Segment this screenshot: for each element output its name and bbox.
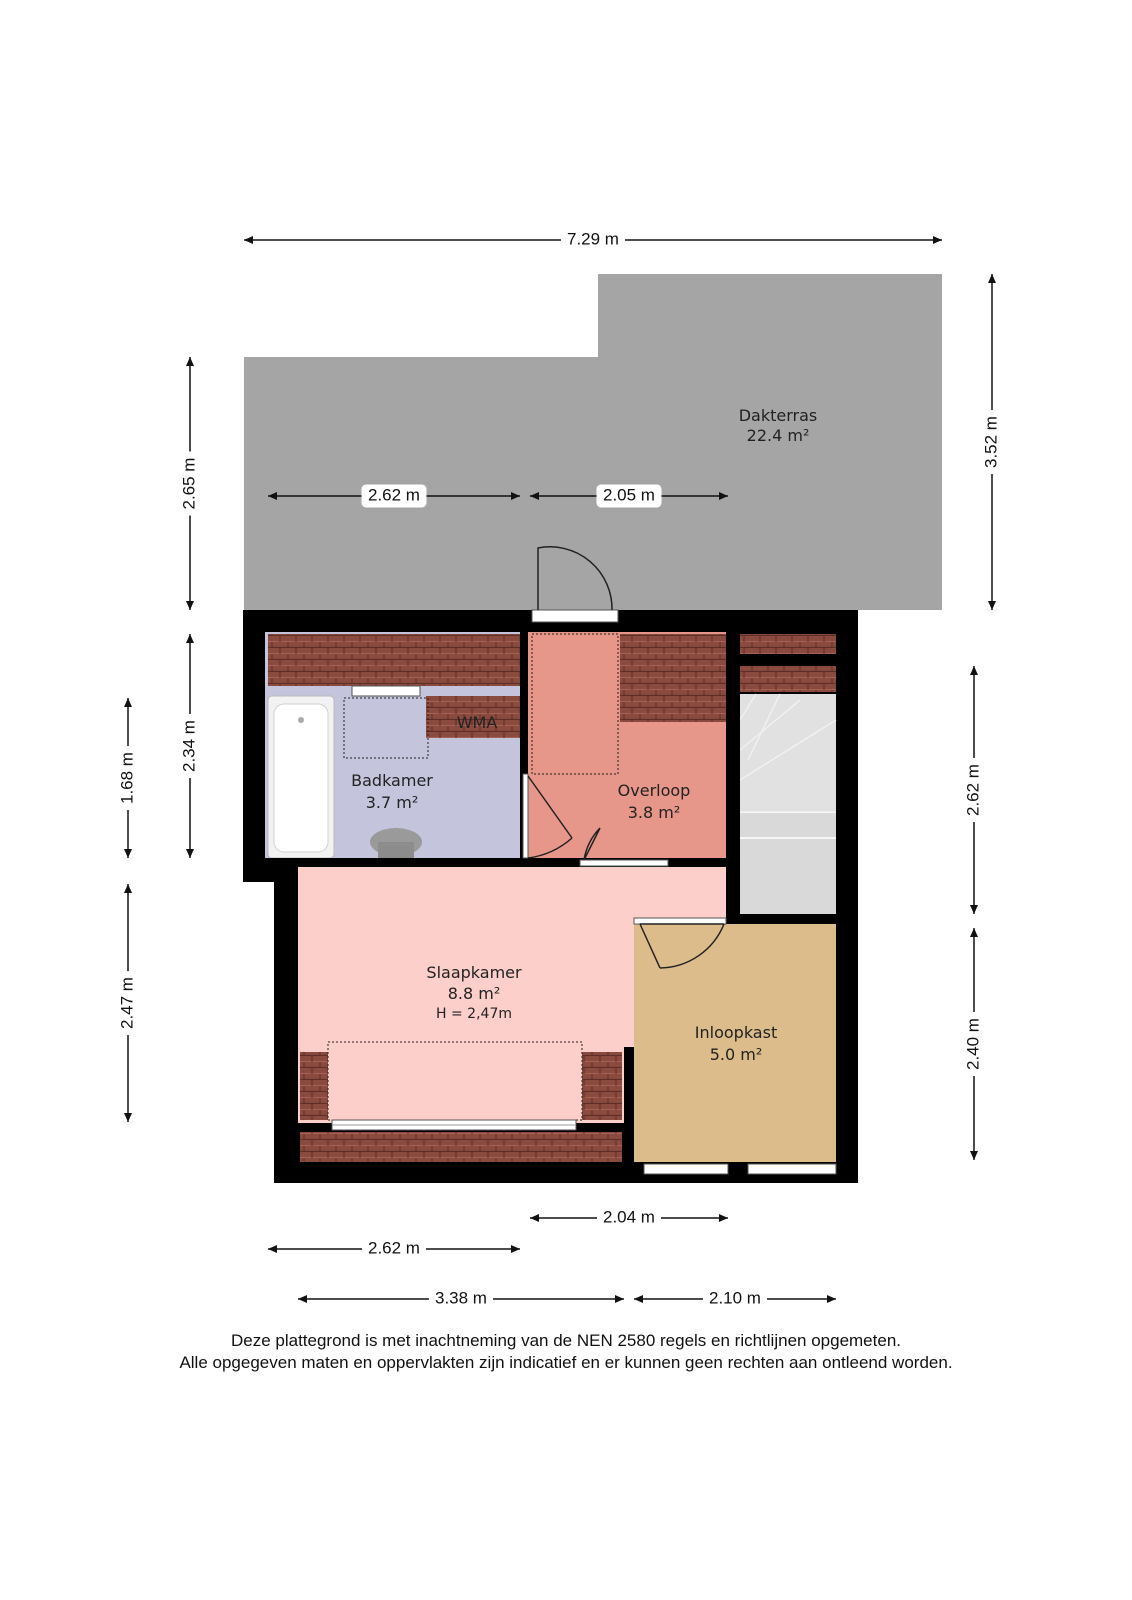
terrace-door <box>532 610 618 622</box>
dimension-label-left-upper-inner <box>179 714 201 778</box>
kast-window-left <box>644 1164 728 1174</box>
roof-tiles-overloop <box>620 634 726 722</box>
inloopkast-area-label: 5.0 m² <box>709 1045 763 1064</box>
disclaimer-line-2: Alle opgegeven maten en oppervlakten zijn indicatief en er kunnen geen rechten aan ontleend worden. <box>179 1353 953 1372</box>
slaapkamer-door <box>580 860 668 866</box>
dimension-label-right-upper <box>963 758 985 822</box>
dimension-text: 3.38 m <box>435 1288 487 1308</box>
dimension-label-terrace-inner-right <box>597 485 661 507</box>
dimension-label-right-lower <box>963 1012 985 1076</box>
badkamer-name: Badkamer <box>351 771 433 790</box>
dimension-label-bottom-2-04 <box>597 1207 661 1229</box>
dakterras-area <box>244 274 942 610</box>
dimension-label-left-upper-outer <box>117 746 139 810</box>
dimension-label-terrace-left-height <box>179 452 201 516</box>
wall-overloop-stairs <box>726 632 740 924</box>
roof-tiles-stairs-mid <box>740 666 836 692</box>
roof-tiles-slaap-right <box>582 1052 622 1120</box>
dimension-label-terrace-inner-left <box>362 485 426 507</box>
dakterras-name: Dakterras <box>738 406 818 425</box>
dimension-text: 7.29 m <box>567 229 619 249</box>
dimension-text: 3.52 m <box>981 416 1001 468</box>
roof-tiles-slaap-bottom <box>300 1132 622 1162</box>
wma-label: WMA <box>456 713 498 732</box>
dimension-text: 2.62 m <box>368 485 420 505</box>
badkamer-door <box>523 774 528 858</box>
dimension-text: 2.62 m <box>368 1238 420 1258</box>
dimension-label-bottom-2-62 <box>362 1238 426 1260</box>
inloopkast-name: Inloopkast <box>694 1023 778 1042</box>
dimension-text: 2.47 m <box>117 977 137 1029</box>
dimension-label-top-total <box>561 229 625 251</box>
inloopkast-floor <box>634 924 836 1162</box>
dimension-text: 2.05 m <box>603 485 655 505</box>
bed-area <box>328 1042 582 1120</box>
disclaimer-line-1: Deze plattegrond is met inachtneming van de NEN 2580 regels en richtlijnen opgemeten. <box>230 1331 901 1350</box>
wall-stairs-kast <box>726 914 838 924</box>
dimension-label-bottom-2-10 <box>703 1288 767 1310</box>
kast-window-right <box>748 1164 836 1174</box>
dimension-label-left-lower <box>117 971 139 1035</box>
overloop-area-label: 3.8 m² <box>627 803 681 822</box>
dimension-text: 1.68 m <box>117 752 137 804</box>
slaapkamer-area-label: 8.8 m² <box>447 984 501 1003</box>
badkamer-window <box>352 686 420 696</box>
overloop-name: Overloop <box>617 781 691 800</box>
roof-tiles-badkamer <box>268 634 520 686</box>
dimension-text: 2.34 m <box>179 720 199 772</box>
dimension-label-terrace-right-height <box>981 410 1003 474</box>
dimension-text: 2.04 m <box>603 1207 655 1227</box>
dakterras-area-label: 22.4 m² <box>746 426 810 445</box>
roof-tiles-slaap-left <box>300 1052 328 1120</box>
slaapkamer-name: Slaapkamer <box>426 963 522 982</box>
dimension-text: 2.10 m <box>709 1288 761 1308</box>
dimension-text: 2.62 m <box>963 764 983 816</box>
dimension-text: 2.65 m <box>179 457 199 510</box>
dimension-text: 2.40 m <box>963 1018 983 1070</box>
dimension-label-bottom-3-38 <box>429 1288 493 1310</box>
badkamer-area-label: 3.7 m² <box>365 793 419 812</box>
slaapkamer-height-label: H = 2,47m <box>436 1006 512 1022</box>
roof-tiles-stairs-top <box>740 634 836 654</box>
kast-door <box>634 918 726 924</box>
